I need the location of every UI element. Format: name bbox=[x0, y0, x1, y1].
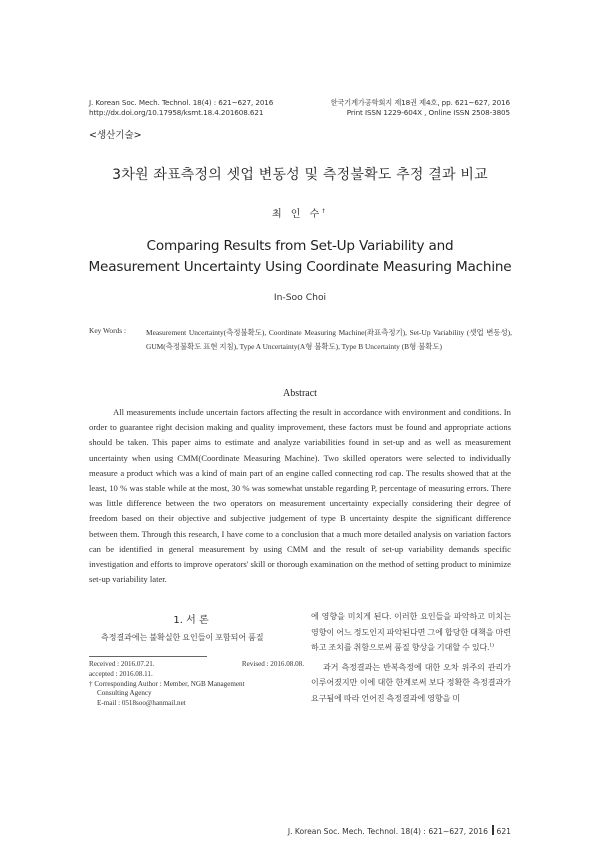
intro-paragraph-2: 과거 측정결과는 반복측정에 대한 오차 위주의 관리가 이루어졌지만 이에 대한 한계로써 보다 정확한 측정결과가 요구됨에 따라 언어진 측정결과에 영향을 미 bbox=[311, 662, 511, 703]
corresponding-author: † Corresponding Author : Member, NGB Management bbox=[89, 679, 245, 688]
title-en-line-2: Measurement Uncertainty Using Coordinate Measuring Machine bbox=[88, 259, 512, 275]
received-date: Received : 2016.07.21. bbox=[89, 660, 155, 668]
page-title-korean: 3차원 좌표측정의 셋업 변동성 및 측정불확도 추정 결과 비교 bbox=[112, 167, 488, 183]
corresponding-author-affiliation: Consulting Agency bbox=[97, 689, 152, 698]
footer-divider-bar bbox=[492, 825, 494, 835]
journal-issn-header bbox=[331, 98, 510, 118]
page-number: 621 bbox=[496, 827, 511, 836]
title-en-line-1: Comparing Results from Set-Up Variability and bbox=[146, 238, 454, 254]
abstract-heading: Abstract bbox=[283, 388, 317, 399]
corresponding-mark: † bbox=[322, 208, 329, 215]
keywords-label: Key Words : bbox=[89, 326, 127, 335]
footer-citation: J. Korean Soc. Mech. Technol. 18(4) : 621~627, 2016 bbox=[287, 827, 488, 836]
doi-link[interactable]: http://dx.doi.org/10.17958/ksmt.18.4.201608.621 bbox=[89, 108, 264, 117]
author-korean-name: 최 인 수 bbox=[271, 209, 323, 220]
author-english: In-Soo Choi bbox=[273, 292, 327, 303]
page-footer bbox=[288, 825, 511, 836]
issn-line: Print ISSN 1229-604X , Online ISSN 2508-3805 bbox=[346, 108, 510, 117]
footnote-block bbox=[89, 660, 304, 709]
abstract-body: All measurements include uncertain factors affecting the result in accordance with environment and conditions. In order to guarantee right decision making and quality improvement, these factors must be found and appropriate actions should be taken. This paper aims to estimate and analyze variabilities found in set-up and as well as measurement uncertainty when using CMM(Coordinate Measuring Machine). Two skilled operators were selected to individually measure a product which was a kind of main part of an engine called connecting rod cap. The results showed that at the least, 10 % was stable while at the most, 30 % was somewhat unstable regarding P, percentage of measuring errors. There was little difference between the two operators on measurement uncertainty expecially considering their degree of freedom based on their objective and subjective judgement of type B uncertainty despite the significant difference between them. Through this research, I have come to a conclusion that a much more detailed analysis on variation factors can be identified in general measurement by using CMM and the result of set-up variability demands specific investigation and efforts to improve operators' skill or thorough examination on the method of setting product to minimize set-up variability later. bbox=[89, 407, 511, 585]
revised-date: Revised : 2016.08.08. bbox=[241, 660, 304, 668]
intro-paragraph-1 bbox=[311, 609, 511, 656]
email-line[interactable]: E-mail : 0518soo@hanmail.net bbox=[97, 699, 186, 708]
author-korean bbox=[0, 205, 600, 220]
intro-paragraph-1-text: 에 영향을 미치게 된다. 이러한 요인들을 파악하고 미치는 영향이 어느 정도인지 파악된다면 그에 합당한 대책을 마련하고 조치를 취함으로써 품질 향상을 기대할 수 있다. bbox=[311, 612, 511, 653]
received-revised-row bbox=[89, 660, 304, 670]
keywords-text: Measurement Uncertainty(측정불확도), Coordinate Measuring Machine(좌표측정기), Set-Up Variability (셋업 변동성), GUM(측정불확도 표현 지침), Type A Uncertainty(A형 불확도), Type B Uncertainty (B형 불확도) bbox=[146, 328, 512, 351]
page-title-english bbox=[0, 236, 600, 278]
footnote-divider bbox=[89, 656, 207, 657]
section-heading-introduction: 1. 서 론 bbox=[173, 615, 209, 626]
intro-text-left: 측정결과에는 불확실한 요인들이 포함되어 품질 bbox=[101, 633, 264, 642]
intro-text-right bbox=[311, 609, 511, 707]
korean-citation-line: 한국기계가공학회지 제18권 제4호, pp. 621~627, 2016 bbox=[330, 98, 510, 107]
journal-citation-header bbox=[89, 98, 273, 118]
reference-marker[interactable]: 1) bbox=[489, 642, 494, 649]
accepted-date: accepted : 2016.08.11. bbox=[89, 669, 153, 678]
citation-line: J. Korean Soc. Mech. Technol. 18(4) : 621~627, 2016 bbox=[89, 98, 274, 107]
category-label: <생산기술> bbox=[89, 130, 142, 141]
